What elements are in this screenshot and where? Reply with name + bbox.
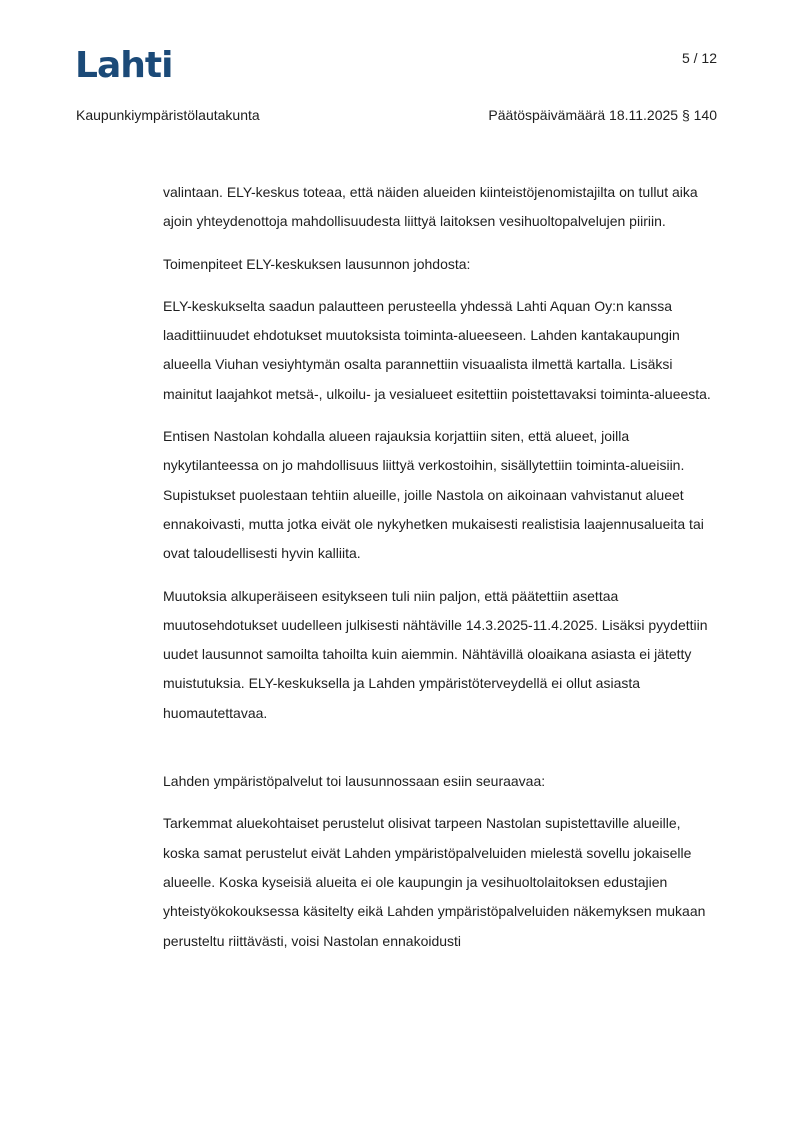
paragraph: Toimenpiteet ELY-keskuksen lausunnon johdosta: (163, 255, 471, 272)
paragraph: Lahden ympäristöpalvelut toi lausunnossaan esiin seuraavaa: (163, 773, 546, 790)
page-number: 5 / 12 (681, 50, 717, 66)
spacer (163, 741, 719, 767)
committee-name: Kaupunkiympäristölautakunta (76, 107, 260, 123)
lahti-logo: Lahti (75, 45, 173, 86)
paragraph: valintaan. ELY-keskus toteaa, että näiden alueiden kiinteistöjenomistajilta on tullut aika ajoin yhteydenottoja mahdollisuudesta liittyä laitoksen vesihuoltopalvelujen piiriin. (163, 184, 698, 230)
decision-date: Päätöspäivämäärä 18.11.2025 § 140 (488, 107, 717, 123)
paragraph: Tarkemmat aluekohtaiset perustelut olisivat tarpeen Nastolan supistettaville alueille, koska samat perustelut eivät Lahden ympäristöpalveluiden mielestä sovellu jokaiselle alueelle. Koska kyseisiä alueita ei ole kaupungin ja vesihuoltolaitoksen edustajien yhteistyökokouksessa käsitelty eikä Lahden ympäristöpalveluiden näkemyksen mukaan perusteltu riittävästi, voisi Nastolan ennakoidusti (163, 815, 706, 949)
paragraph: Entisen Nastolan kohdalla alueen rajauksia korjattiin siten, että alueet, joilla nykytilanteessa on jo mahdollisuus liittyä verkostoihin, sisällytettiin toiminta-alueisiin. Supistukset puolestaan tehtiin alueille, joille Nastola on aikoinaan vahvistanut alueet ennakoivasti, mutta jotka eivät ole nykyhetken mukaisesti realistisia laajennusalueita tai ovat taloudellisesti hyvin kalliita. (163, 428, 704, 562)
paragraph: Muutoksia alkuperäiseen esitykseen tuli niin paljon, että päätettiin asettaa muutosehdotukset uudelleen julkisesti nähtäville 14.3.2025-11.4.2025. Lisäksi pyydettiin uudet lausunnot samoilta tahoilta kuin aiemmin. Nähtävillä oloaikana asiasta ei jätetty muistutuksia. ELY-keskuksella ja Lahden ympäristöterveydellä ei ollut asiasta huomautettavaa. (163, 587, 708, 721)
paragraph: ELY-keskukselta saadun palautteen perusteella yhdessä Lahti Aquan Oy:n kanssa laadittiinuudet ehdotukset muutoksista toiminta-alueeseen. Lahden kantakaupungin alueella Viuhan vesiyhtymän osalta parannettiin visuaalista ilmettä kartalla. Lisäksi mainitut laajahkot metsä-, ulkoilu- ja vesialueet esitettiin poistettavaksi toiminta-alueesta. (163, 297, 711, 402)
document-body (163, 178, 719, 969)
